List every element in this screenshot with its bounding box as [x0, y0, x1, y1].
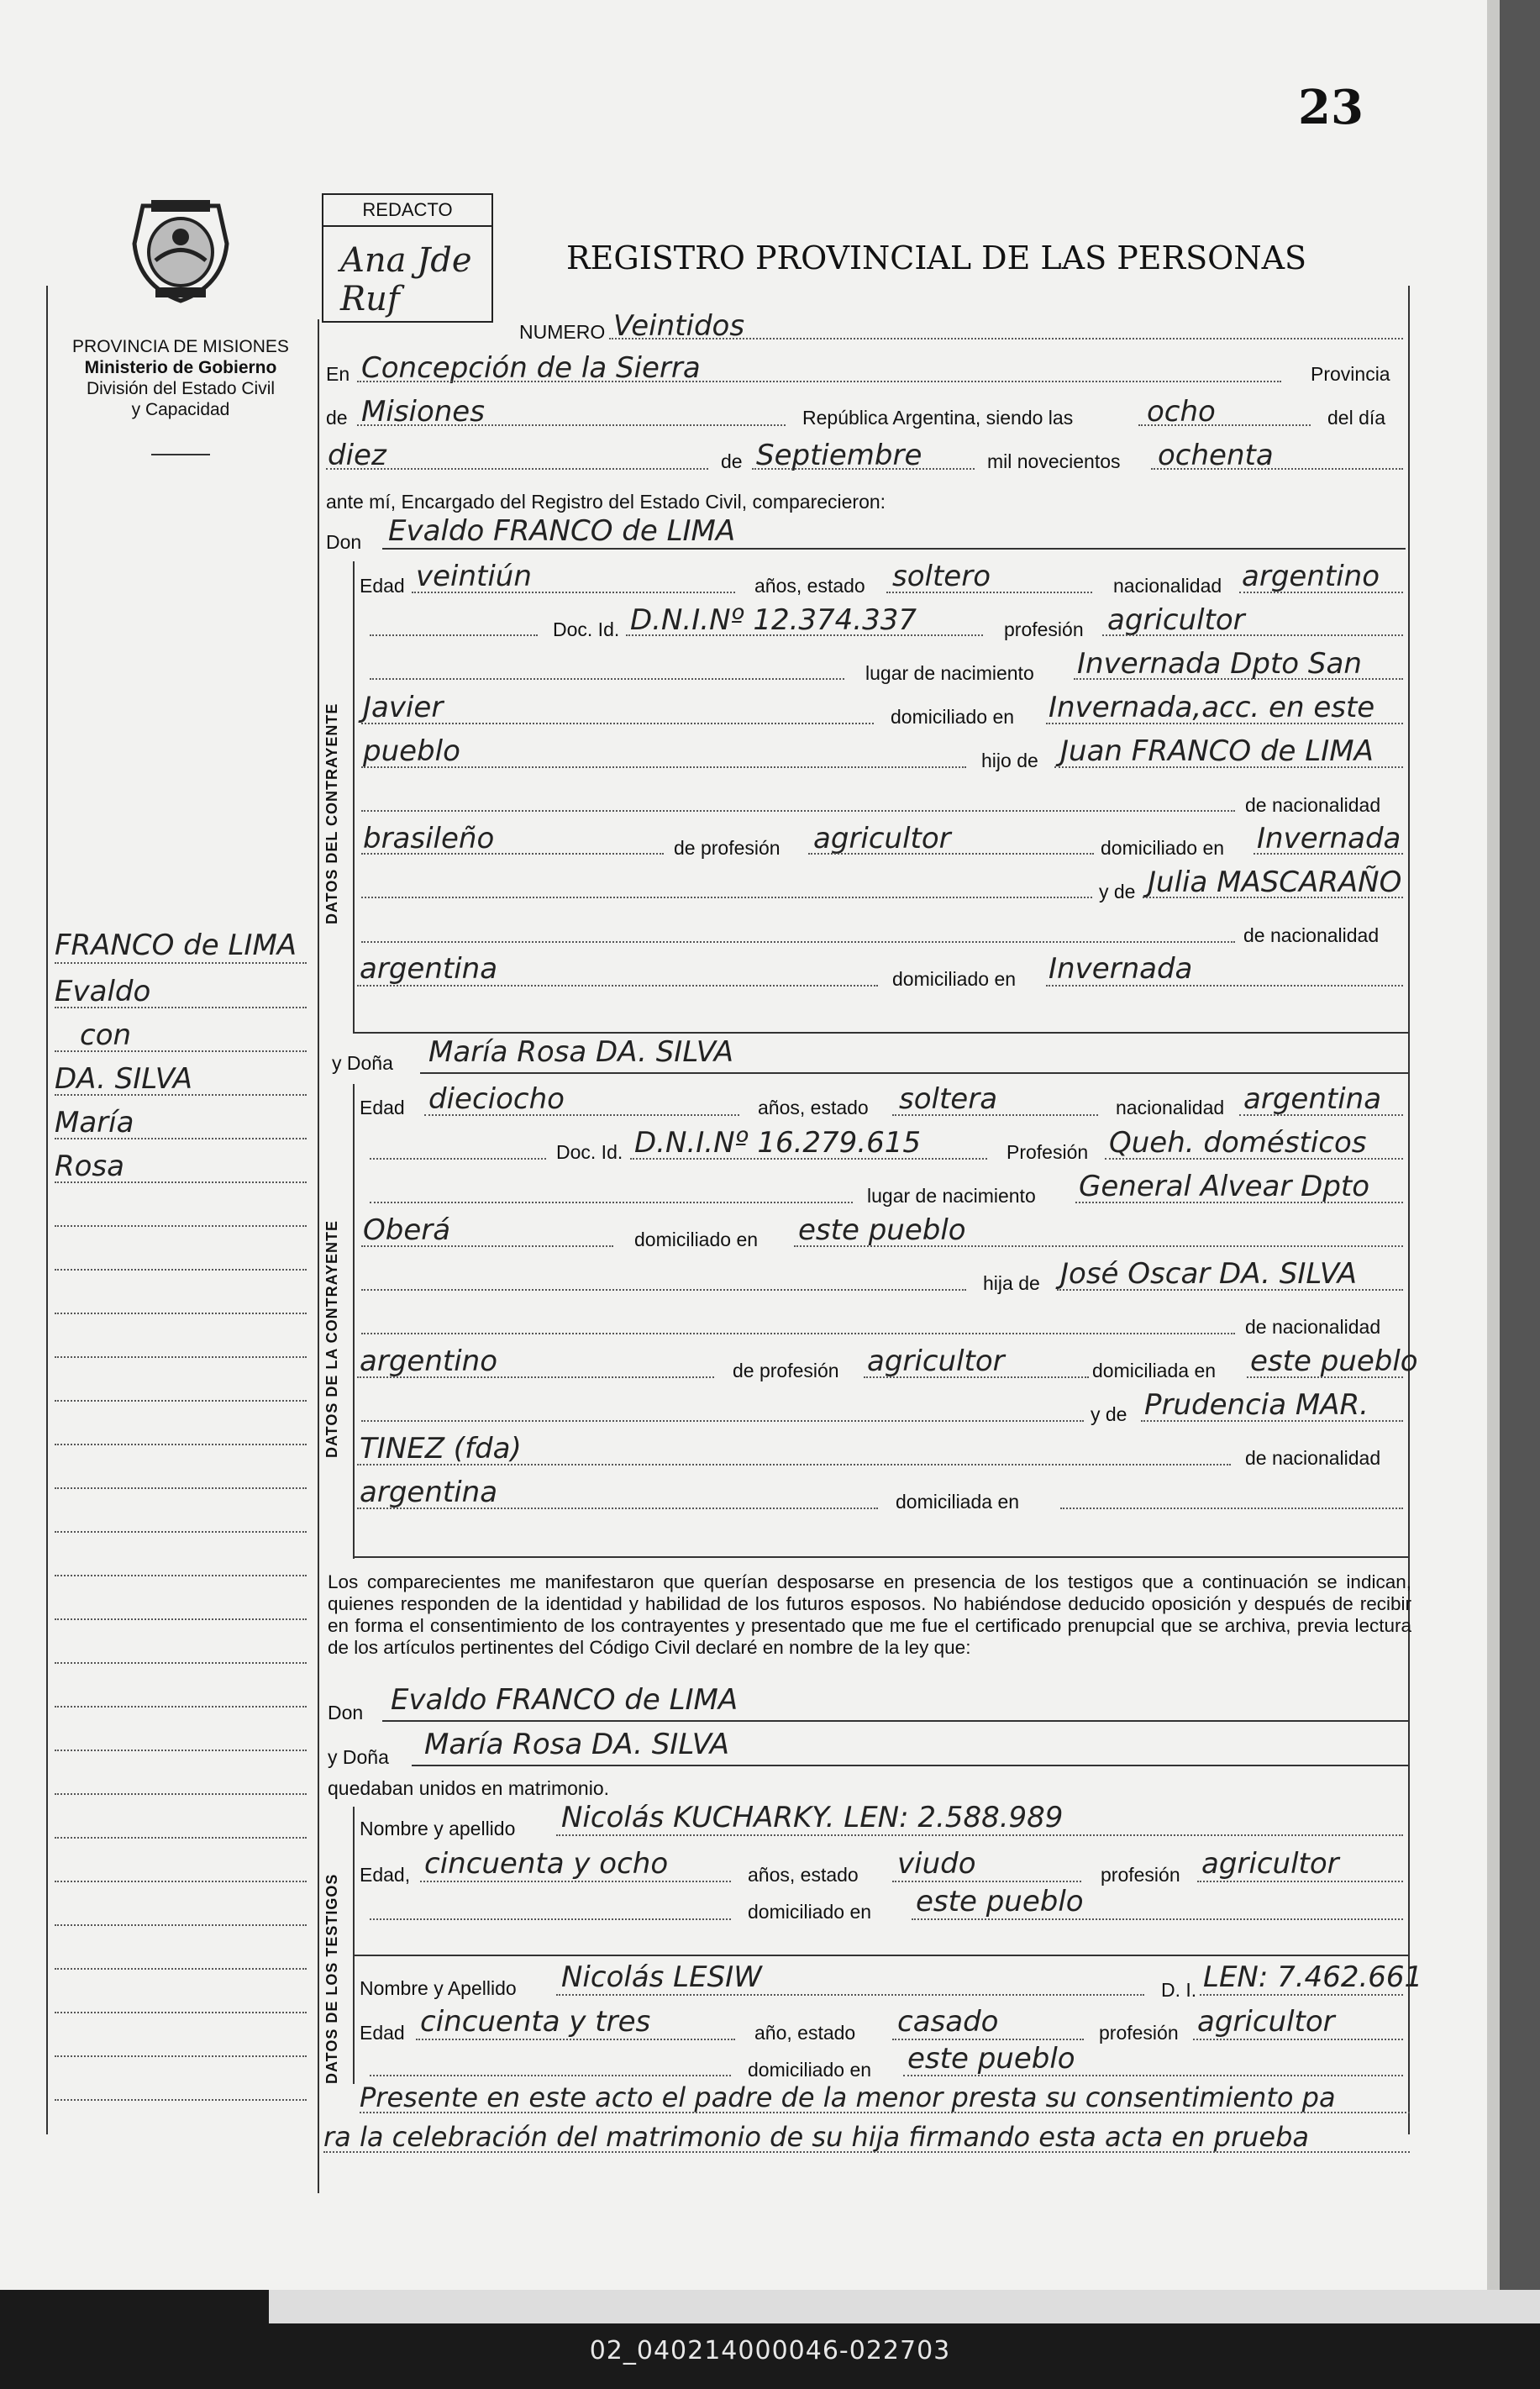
de-label: de	[326, 407, 348, 429]
f-doc: D.N.I.Nº 16.279.615	[634, 1126, 921, 1160]
margin-note-line-2: Evaldo	[55, 975, 151, 1008]
contrayente-bracket	[353, 561, 355, 1032]
t2-prof-label: profesión	[1099, 2022, 1179, 2044]
c-prof: agricultor	[1107, 603, 1245, 637]
anio-line	[1151, 468, 1403, 470]
c-madre-line	[1143, 897, 1403, 898]
f-madre-2: TINEZ (fda)	[360, 1432, 522, 1465]
decl-dona-label: y Doña	[328, 1746, 389, 1768]
f-prof-label: Profesión	[1007, 1141, 1089, 1163]
f-madre2-line	[357, 1464, 1231, 1465]
c-dom2-line	[361, 766, 966, 768]
anio-value: ochenta	[1158, 439, 1274, 472]
f-lnac-pre-line	[370, 1202, 853, 1203]
dia-value: diez	[328, 439, 386, 472]
provincia-line	[357, 424, 786, 426]
f-lnac2-line	[361, 1245, 613, 1247]
del-dia-label: del día	[1327, 407, 1386, 429]
c-padre-dom-line	[1254, 853, 1403, 855]
c-lnac2-line	[361, 723, 874, 724]
f-nac-line	[1239, 1114, 1403, 1116]
document-title: REGISTRO PROVINCIAL DE LAS PERSONAS	[566, 239, 1307, 276]
t2-nombre: Nicolás LESIW	[561, 1960, 762, 1994]
t2-prof-line	[1193, 2039, 1403, 2040]
c-dom-2: pueblo	[363, 734, 460, 768]
dia-line	[326, 468, 708, 470]
ante-mi-text: ante mí, Encargado del Registro del Estado Civil, comparecieron:	[326, 491, 886, 513]
c-padre-dom-label: domiciliado en	[1101, 837, 1225, 859]
f-hija-label: hija de	[983, 1272, 1040, 1294]
contrayente-section-label: DATOS DEL CONTRAYENTE	[323, 702, 340, 924]
scan-footer-id: 02_040214000046-022703	[589, 2336, 951, 2365]
f-estado-line	[892, 1114, 1098, 1116]
t2-dom-line	[903, 2075, 1403, 2076]
redacto-box	[322, 193, 493, 323]
f-padre-dom-label: domiciliada en	[1092, 1360, 1217, 1381]
c-lnac-1: Invernada Dpto San	[1077, 647, 1362, 681]
c-padre-line	[1054, 766, 1403, 768]
f-padre-line	[1057, 1289, 1403, 1291]
c-madre-nac-line	[357, 985, 878, 987]
book-edge	[1500, 0, 1540, 2290]
f-padre-dom-line	[1247, 1376, 1403, 1378]
contrayenta-nombre-rule	[420, 1072, 1408, 1074]
f-madre-nac-line	[357, 1508, 878, 1509]
org-line-3: División del Estado Civil	[86, 379, 276, 398]
t2-edad: cincuenta y tres	[420, 2005, 651, 2039]
final-note-line-2-rule	[323, 2151, 1410, 2153]
final-note-line-1-rule	[360, 2112, 1410, 2113]
t2-dom: este pueblo	[907, 2042, 1075, 2076]
t1-nombre: Nicolás KUCHARKY. LEN: 2.588.989	[561, 1801, 1064, 1834]
decl-don-label: Don	[328, 1702, 364, 1723]
org-line-1: PROVINCIA DE MISIONES	[72, 337, 289, 356]
f-padre-prof: agricultor	[867, 1344, 1005, 1378]
c-padre-prof: agricultor	[813, 822, 951, 855]
main-left-border	[318, 319, 319, 2193]
c-padre-nac-line	[361, 853, 664, 855]
dona-label: y Doña	[332, 1052, 393, 1074]
margin-note-line-3: con	[80, 1018, 132, 1052]
org-line-2: Ministerio de Gobierno	[84, 358, 277, 377]
margin-note-line-6: Rosa	[55, 1150, 124, 1183]
numero-label: NUMERO	[519, 321, 606, 343]
c-dom-1: Invernada,acc. en este	[1049, 691, 1375, 724]
margin-note-line-5: María	[55, 1106, 134, 1139]
t2-dom-pre-line	[370, 2075, 731, 2076]
f-doc-label: Doc. Id.	[556, 1141, 623, 1163]
page-number: 23	[1298, 80, 1364, 135]
c-edad-line	[412, 592, 735, 593]
t2-edad-line	[416, 2039, 735, 2040]
c-lnac-label: lugar de nacimiento	[865, 662, 1034, 684]
coat-of-arms-icon	[126, 193, 235, 307]
t1-dom-label: domiciliado en	[748, 1901, 872, 1923]
f-lnac-1: General Alvear Dpto	[1079, 1170, 1370, 1203]
horas-value: ocho	[1147, 395, 1216, 429]
t1-prof: agricultor	[1201, 1847, 1339, 1881]
f-madre-dom-line	[1060, 1508, 1403, 1509]
t2-nombre-line	[556, 1994, 1144, 1996]
t1-dom-pre-line	[370, 1918, 731, 1920]
c-doc-line	[626, 634, 983, 636]
margin-note-line-1: FRANCO de LIMA	[55, 929, 297, 962]
c-lnac-2: Javier	[363, 691, 444, 724]
f-doc-line	[630, 1158, 987, 1160]
f-dom-label: domiciliado en	[634, 1229, 759, 1250]
f-madre-dom-label: domiciliada en	[896, 1491, 1020, 1513]
f-deprof-label: de profesión	[733, 1360, 839, 1381]
t2-di-line	[1200, 1994, 1403, 1996]
t1-bottom-rule	[353, 1955, 1408, 1956]
f-dom-line	[794, 1245, 1403, 1247]
testigos-section-label: DATOS DE LOS TESTIGOS	[323, 1873, 340, 2084]
provincia-label: Provincia	[1311, 363, 1390, 385]
mes-line	[752, 468, 975, 470]
don-label: Don	[326, 531, 362, 553]
c-doc-label: Doc. Id.	[553, 618, 620, 640]
en-label: En	[326, 363, 350, 385]
c-padre-nac: brasileño	[363, 822, 495, 855]
f-dom: este pueblo	[798, 1213, 966, 1247]
f-estado: soltera	[899, 1082, 998, 1116]
numero-value: Veintidos	[613, 309, 745, 343]
decl-unidos: quedaban unidos en matrimonio.	[328, 1777, 610, 1799]
t1-nombre-line	[556, 1834, 1403, 1836]
c-doc: D.N.I.Nº 12.374.337	[630, 603, 917, 637]
t2-di: LEN: 7.462.661	[1203, 1960, 1423, 1994]
lugar-line	[357, 381, 1281, 382]
f-madre-line	[1141, 1420, 1403, 1422]
c-hijo-label: hijo de	[981, 750, 1038, 771]
t2-estado-line	[892, 2039, 1084, 2040]
f-edad-label: Edad	[360, 1097, 405, 1118]
numero-line	[609, 338, 1403, 339]
c-estado: soltero	[892, 560, 991, 593]
testigos-bracket	[353, 1807, 355, 2084]
c-dom-label: domiciliado en	[891, 706, 1015, 728]
f-prof-line	[1105, 1158, 1403, 1160]
mil-label: mil novecientos	[987, 450, 1121, 472]
c-nac-label: nacionalidad	[1113, 575, 1222, 597]
final-note-line-1: Presente en este acto el padre de la menor presta su consentimiento pa	[360, 2081, 1336, 2113]
t1-estado-line	[892, 1881, 1081, 1882]
c-nac: argentino	[1242, 560, 1380, 593]
f-denac-label-2: de nacionalidad	[1245, 1447, 1381, 1469]
organization-block	[46, 336, 315, 420]
f-doc-pre-line	[370, 1158, 546, 1160]
f-madre-nac: argentina	[360, 1476, 498, 1509]
org-line-4: y Capacidad	[131, 400, 230, 419]
c-denac-label-1: de nacionalidad	[1245, 794, 1381, 816]
t1-dom-line	[912, 1918, 1403, 1920]
t1-edad: cincuenta y ocho	[424, 1847, 669, 1881]
c-padre: Juan FRANCO de LIMA	[1060, 734, 1374, 768]
c-madre: Julia MASCARAÑO	[1148, 866, 1402, 899]
contrayenta-bracket	[353, 1084, 355, 1559]
org-separator	[151, 454, 210, 455]
c-madre-dom: Invernada	[1049, 952, 1193, 986]
page-shadow	[1487, 0, 1500, 2290]
t1-prof-line	[1197, 1881, 1403, 1882]
decl-dona-rule	[412, 1765, 1408, 1766]
c-estado-line	[886, 592, 1092, 593]
c-nac-line	[1239, 592, 1403, 593]
t1-nombre-label: Nombre y apellido	[360, 1818, 516, 1839]
final-note-line-2: ra la celebración del matrimonio de su hija firmando esta acta en prueba	[323, 2121, 1309, 2153]
c-madre-nac: argentina	[360, 952, 498, 986]
main-right-border	[1408, 286, 1410, 2134]
f-yde-label: y de	[1091, 1403, 1127, 1425]
t2-estado: casado	[897, 2005, 999, 2039]
f-lnac-line	[1075, 1202, 1403, 1203]
c-lnac-line	[1074, 678, 1403, 680]
contrayente-nombre: Evaldo FRANCO de LIMA	[388, 514, 736, 548]
f-padre-prof-line	[864, 1376, 1089, 1378]
c-madre-dom-label: domiciliado en	[892, 968, 1017, 990]
provincia-value: Misiones	[361, 395, 485, 429]
t2-nombre-label: Nombre y Apellido	[360, 1977, 517, 1999]
f-prof: Queh. domésticos	[1109, 1126, 1367, 1160]
t1-dom: este pueblo	[916, 1885, 1084, 1918]
f-nac-label: nacionalidad	[1116, 1097, 1225, 1118]
c-blank-line	[361, 810, 1235, 812]
horas-line	[1138, 424, 1311, 426]
margin-column-left-border	[46, 286, 48, 2134]
t2-di-label: D. I.	[1161, 1979, 1197, 2001]
decl-dona: María Rosa DA. SILVA	[424, 1728, 729, 1761]
decl-don: Evaldo FRANCO de LIMA	[391, 1683, 738, 1717]
f-section-bottom-rule	[353, 1556, 1408, 1558]
contrayente-nombre-rule	[382, 548, 1406, 550]
declaration-paragraph: Los comparecientes me manifestaron que querían desposarse en presencia de los testigos que a continuación se indican, quienes responden de la identidad y habilidad de los futuros esposos. No habiéndose deducido oposición y después de recibir en forma el consentimiento de los contrayentes y presentado que me fue el certificado prenupcial que se archiva, previa lectura de los artículos pertinentes del Código Civil declaré en nombre de la ley que:	[328, 1571, 1411, 1658]
f-padre: José Oscar DA. SILVA	[1060, 1257, 1358, 1291]
t1-edad-line	[420, 1881, 731, 1882]
c-edad-label: Edad	[360, 575, 405, 597]
t1-estado-label: años, estado	[748, 1864, 859, 1886]
t1-estado: viudo	[897, 1847, 976, 1881]
c-padre-dom: Invernada	[1257, 822, 1401, 855]
t2-edad-label: Edad	[360, 2022, 405, 2044]
f-hija-pre-line	[361, 1289, 966, 1291]
mes-value: Septiembre	[756, 439, 922, 472]
t2-estado-label: año, estado	[754, 2022, 856, 2044]
republica-label: República Argentina, siendo las	[802, 407, 1074, 429]
f-edad: dieciocho	[428, 1082, 565, 1116]
c-doc-pre-line	[370, 634, 538, 636]
c-padre-prof-line	[808, 853, 1094, 855]
c-anios-label: años, estado	[754, 575, 865, 597]
c-blank2-line	[361, 941, 1235, 943]
c-deprof-label: de profesión	[674, 837, 781, 859]
t1-prof-label: profesión	[1101, 1864, 1180, 1886]
redacto-label: REDACTO	[323, 195, 491, 227]
de-mes-label: de	[721, 450, 743, 472]
c-section-bottom-rule	[353, 1032, 1408, 1034]
f-ydea-pre-line	[361, 1420, 1084, 1422]
lugar-value: Concepción de la Sierra	[361, 351, 701, 385]
f-padre-nac-line	[357, 1376, 714, 1378]
f-edad-line	[424, 1114, 739, 1116]
contrayenta-nombre: María Rosa DA. SILVA	[428, 1035, 733, 1069]
c-prof-line	[1102, 634, 1403, 636]
c-ydea-pre-line	[361, 897, 1092, 898]
f-lnac-label: lugar de nacimiento	[867, 1185, 1036, 1207]
f-anios-label: años, estado	[758, 1097, 869, 1118]
c-yde-label: y de	[1099, 881, 1136, 902]
t2-dom-label: domiciliado en	[748, 2059, 872, 2081]
margin-note-line-4: DA. SILVA	[55, 1062, 192, 1096]
f-nac: argentina	[1243, 1082, 1382, 1116]
f-padre-nac: argentino	[360, 1344, 497, 1378]
c-madre-dom-line	[1046, 985, 1403, 987]
c-edad: veintiún	[416, 560, 532, 593]
t2-prof: agricultor	[1197, 2005, 1335, 2039]
c-prof-label: profesión	[1004, 618, 1084, 640]
contrayenta-section-label: DATOS DE LA CONTRAYENTE	[323, 1219, 340, 1458]
c-lnac-pre-line	[370, 678, 844, 680]
decl-don-rule	[382, 1720, 1408, 1722]
c-denac-label-2: de nacionalidad	[1243, 924, 1380, 946]
t1-edad-label: Edad,	[360, 1864, 411, 1886]
page-bottom-strip	[269, 2290, 1540, 2323]
f-lnac-2: Oberá	[363, 1213, 451, 1247]
c-dom-line	[1046, 723, 1403, 724]
f-madre-1: Prudencia MAR.	[1144, 1388, 1369, 1422]
f-denac-label-1: de nacionalidad	[1245, 1316, 1381, 1338]
redacto-signature: Ana Jde Ruf	[340, 241, 472, 318]
f-padre-dom: este pueblo	[1250, 1344, 1418, 1378]
f-blank-line	[361, 1333, 1235, 1334]
